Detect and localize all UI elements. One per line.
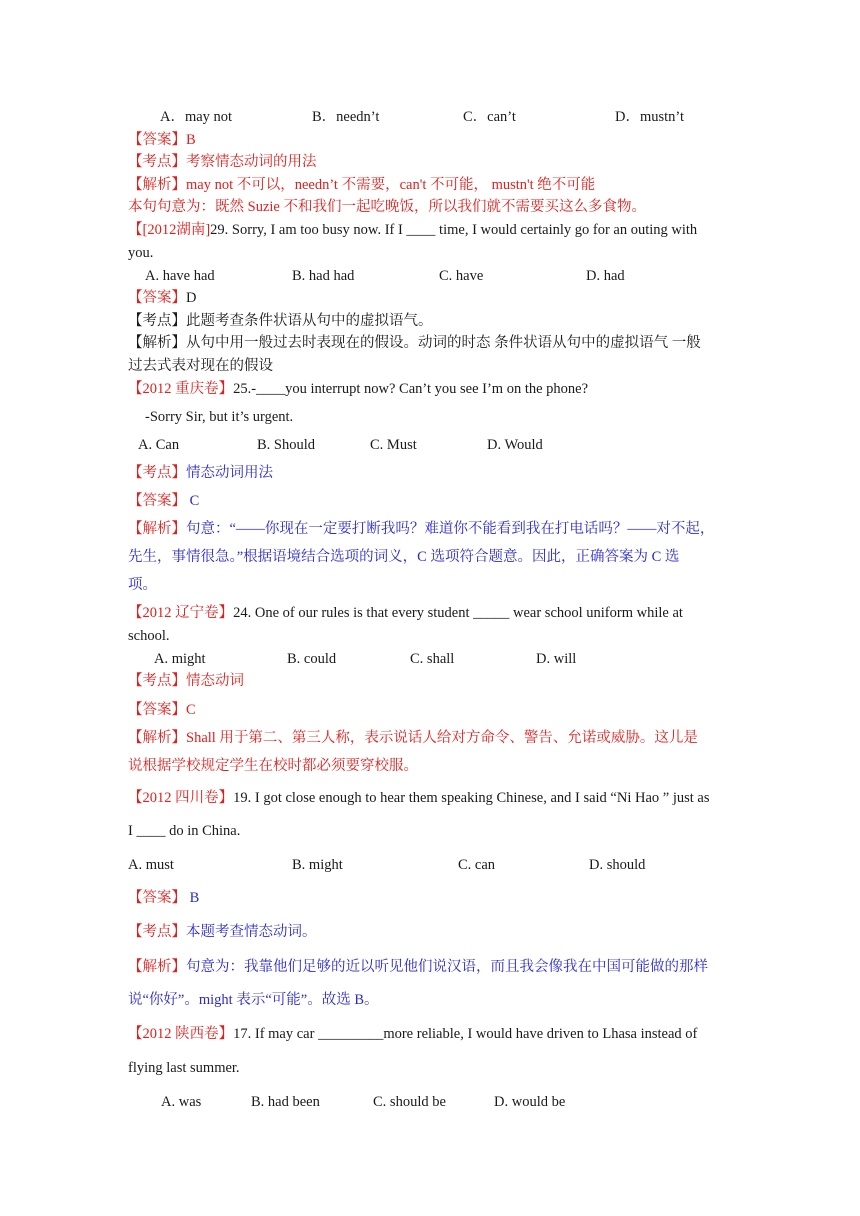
answer-line (128, 888, 199, 908)
analysis-text: may not 不可以，needn’t 不需要，can't 不可能， mustn't 绝不可能 (186, 177, 596, 193)
question-stem (128, 379, 588, 399)
point-tag: 【考点】 (128, 673, 186, 689)
point-line (128, 922, 317, 942)
option-a: A. was (161, 1094, 202, 1110)
point-tag: 【考点】 (128, 465, 186, 481)
analysis-line-2: 本句句意为：既然 Suzie 不和我们一起吃晚饭，所以我们就不需要买这么多食物。 (128, 199, 646, 215)
option-c: C. have (439, 268, 484, 284)
analysis-tag: 【解析】 (128, 521, 186, 537)
question-source: 【2012 重庆卷】 (128, 381, 234, 397)
analysis-line (128, 957, 708, 977)
answer-value: D (186, 290, 197, 306)
answer-tag: 【答案】 (128, 493, 186, 509)
analysis-line-3: 项。 (128, 577, 157, 593)
option-b: B. had been (251, 1094, 320, 1110)
answer-value: B (186, 890, 200, 906)
analysis-tag: 【解析】 (128, 959, 186, 975)
option-b: B. Should (257, 437, 316, 453)
question-source: 【2012 辽宁卷】 (128, 605, 234, 621)
option-b: B. might (292, 857, 343, 873)
point-tag: 【考点】 (128, 154, 186, 170)
question-stem (128, 1024, 697, 1044)
answer-tag: 【答案】 (128, 890, 186, 906)
analysis-tag: 【解析】 (128, 335, 186, 351)
question-stem (128, 788, 710, 808)
question-stem (128, 603, 683, 623)
option-d: D. will (536, 651, 577, 667)
option-a: A. must (128, 857, 174, 873)
answer-tag: 【答案】 (128, 702, 186, 718)
answer-line (128, 700, 196, 720)
point-text: 此题考查条件状语从句中的虚拟语气。 (186, 313, 433, 329)
point-text: 情态动词用法 (186, 465, 273, 481)
point-line (128, 311, 433, 331)
stem-text: 24. One of our rules is that every student _____ wear school uniform while at (233, 605, 683, 621)
stem-text: 17. If may car _________more reliable, I would have driven to Lhasa instead of (233, 1026, 698, 1042)
analysis-line (128, 728, 698, 748)
point-tag: 【考点】 (128, 924, 186, 940)
point-text: 本题考查情态动词。 (186, 924, 317, 940)
stem-line-2: -Sorry Sir, but it’s urgent. (145, 409, 294, 425)
question-source: 【[2012湖南] (128, 222, 211, 238)
answer-line (128, 491, 199, 511)
stem-line-2: I ____ do in China. (128, 823, 241, 839)
option-d: D. Would (487, 437, 543, 453)
answer-value: C (186, 702, 196, 718)
stem-text: 25.-____you interrupt now? Can’t you see I’m on the phone? (233, 381, 589, 397)
answer-tag: 【答案】 (128, 132, 186, 148)
option-c: C. should be (373, 1094, 446, 1110)
stem-text: 19. I got close enough to hear them speaking Chinese, and I said “Ni Hao ” just as (233, 790, 710, 806)
option-d: D. would be (494, 1094, 566, 1110)
option-a: A. have had (145, 268, 215, 284)
analysis-line (128, 519, 714, 539)
question-stem (128, 220, 697, 240)
option-a: A. Can (138, 437, 180, 453)
option-b: B. could (287, 651, 337, 667)
option-c: C. shall (410, 651, 455, 667)
analysis-line-2: 过去式表对现在的假设 (128, 358, 273, 374)
answer-tag: 【答案】 (128, 290, 186, 306)
option-a: A. might (154, 651, 206, 667)
option-b: B. had had (292, 268, 355, 284)
analysis-line (128, 175, 595, 195)
stem-line-2: school. (128, 628, 170, 644)
point-line (128, 671, 244, 691)
option-c: C. can (458, 857, 496, 873)
option-a: A．may not (160, 109, 233, 125)
option-c: C．can’t (463, 109, 516, 125)
stem-line-2: you. (128, 245, 154, 261)
analysis-tag: 【解析】 (128, 730, 186, 746)
analysis-tag: 【解析】 (128, 177, 186, 193)
analysis-line-2: 先生，事情很急。”根据语境结合选项的词义，C 选项符合题意。因此，正确答案为 C 选 (128, 549, 680, 565)
analysis-line-2: 说根据学校规定学生在校时都必须要穿校服。 (128, 758, 418, 774)
option-b: B．needn’t (312, 109, 380, 125)
option-d: D. should (589, 857, 646, 873)
analysis-line (128, 333, 701, 353)
stem-line-2: flying last summer. (128, 1060, 240, 1076)
answer-line (128, 288, 196, 308)
point-line (128, 463, 273, 483)
answer-value: B (186, 132, 196, 148)
answer-value: C (186, 493, 200, 509)
analysis-text: 从句中用一般过去时表现在的假设。动词的时态 条件状语从句中的虚拟语气 一般 (186, 335, 701, 351)
analysis-text: 句意：“——你现在一定要打断我吗？难道你不能看到我在打电话吗？——对不起， (186, 521, 715, 537)
stem-text: 29. Sorry, I am too busy now. If I ____ time, I would certainly go for an outing with (210, 222, 698, 238)
question-source: 【2012 四川卷】 (128, 790, 234, 806)
analysis-line-2: 说“你好”。might 表示“可能”。故选 B。 (128, 992, 379, 1008)
option-d: D．mustn’t (615, 109, 685, 125)
option-c: C. Must (370, 437, 417, 453)
point-text: 情态动词 (186, 673, 244, 689)
answer-line (128, 130, 196, 150)
point-tag: 【考点】 (128, 313, 186, 329)
question-source: 【2012 陕西卷】 (128, 1026, 234, 1042)
point-text: 考察情态动词的用法 (186, 154, 317, 170)
option-d: D. had (586, 268, 625, 284)
analysis-text: 句意为：我靠他们足够的近以听见他们说汉语，而且我会像我在中国可能做的那样 (186, 959, 708, 975)
analysis-text: Shall 用于第二、第三人称，表示说话人给对方命令、警告、允诺或威胁。这儿是 (186, 730, 698, 746)
point-line (128, 152, 317, 172)
